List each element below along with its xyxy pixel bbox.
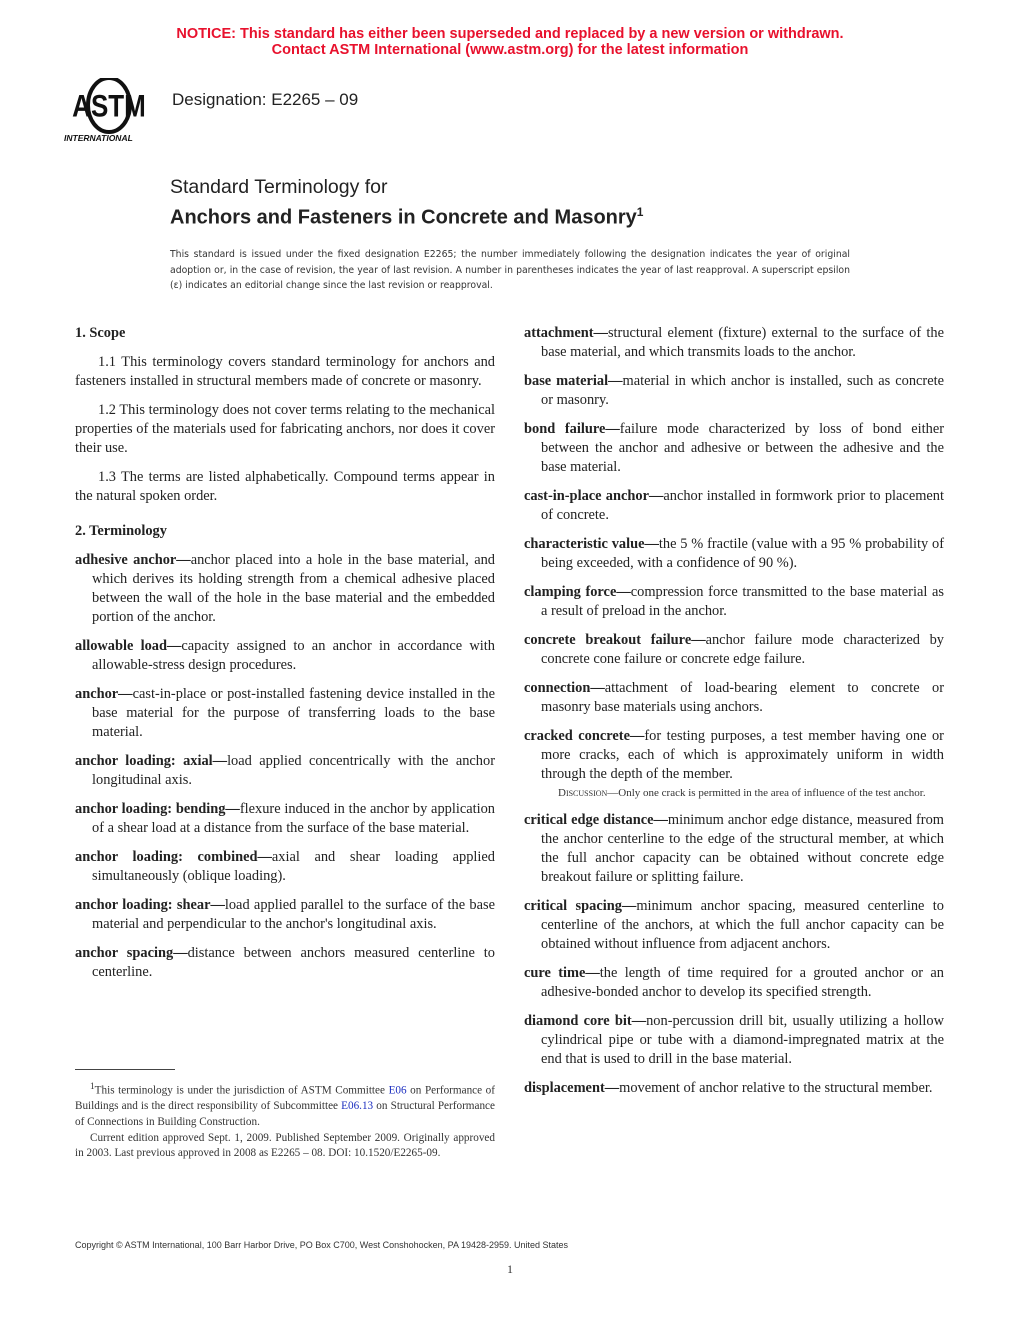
term-entry: adhesive anchor—anchor placed into a hole in the base material, and which derives its holding strength from a chemical adhesive placed between the wall of the hole in the base material and the embedded portion of the anchor. bbox=[75, 552, 495, 625]
notice-line-1: NOTICE: This standard has either been superseded and replaced by a new version or withdrawn. bbox=[176, 26, 844, 42]
term-entry: anchor loading: combined—axial and shear loading applied simultaneously (oblique loading). bbox=[75, 849, 495, 884]
term-entry: diamond core bit—non-percussion drill bit, usually utilizing a hollow cylindrical pipe or tube with a diamond-impregnated matrix at the end that is used to drill in the base material. bbox=[524, 1013, 944, 1067]
discussion-note: Discussion—Only one crack is permitted in the area of influence of the test anchor. bbox=[558, 787, 926, 799]
term-entry: cracked concrete—for testing purposes, a test member having one or more cracks, each of which is approximately uniform in width through the depth of the member. bbox=[524, 728, 944, 782]
term-entry: anchor loading: shear—load applied parallel to the surface of the base material and perpendicular to the anchor's longitudinal axis. bbox=[75, 897, 495, 932]
svg-text:ASTM: ASTM bbox=[72, 89, 146, 125]
svg-text:INTERNATIONAL: INTERNATIONAL bbox=[64, 133, 133, 143]
committee-e06-link[interactable]: E06 bbox=[388, 1084, 407, 1097]
left-column bbox=[75, 324, 495, 992]
document-title bbox=[170, 175, 643, 231]
term-entry: anchor loading: bending—flexure induced in the anchor by application of a shear load at a distance from the surface of the base material. bbox=[75, 801, 495, 836]
withdrawn-notice bbox=[0, 26, 1020, 58]
astm-logo-icon bbox=[64, 78, 164, 144]
term-entry: connection—attachment of load-bearing element to concrete or masonry base materials using anchors. bbox=[524, 680, 944, 715]
preamble: This standard is issued under the fixed designation E2265; the number immediately following the designation indicates the year of original adoption or, in the case of revision, the year of last revision. A number in parentheses indicates the year of last reapproval. A superscript epsilon (ε) indicates an editorial change since the last revision or reapproval. bbox=[170, 249, 850, 291]
section-heading-terminology: 2. Terminology bbox=[75, 523, 167, 539]
term-entry: allowable load—capacity assigned to an anchor in accordance with allowable-stress design procedures. bbox=[75, 638, 495, 673]
term-entry: critical edge distance—minimum anchor edge distance, measured from the anchor centerline to the edge of the structural member, at which the full anchor capacity can be obtained without concrete edge breakout failure or splitting failure. bbox=[524, 812, 944, 885]
page-number: 1 bbox=[507, 1262, 513, 1276]
footnote bbox=[75, 1080, 495, 1162]
term-entry: bond failure—failure mode characterized by loss of bond either between the anchor and adhesive or between the adhesive and the base material. bbox=[524, 421, 945, 475]
term-entry: anchor loading: axial—load applied concentrically with the anchor longitudinal axis. bbox=[75, 753, 495, 788]
notice-line-2: Contact ASTM International (www.astm.org) for the latest information bbox=[271, 42, 749, 58]
right-column bbox=[524, 324, 944, 1108]
term-entry: characteristic value—the 5 % fractile (value with a 95 % probability of being exceeded, with a confidence of 90 %). bbox=[524, 536, 944, 571]
footnote-paragraph-1: $^1$This terminology is under the jurisdiction of ASTM Committee E06 on Performance of Buildings and is the direct responsibility of Subcommittee E06.13 on Structural Performance of Connections in Building Construction. bbox=[75, 1082, 495, 1128]
subcommittee-e06-13-link[interactable]: E06.13 bbox=[341, 1100, 374, 1113]
title-line-1: Standard Terminology for bbox=[170, 176, 388, 198]
term-entry: base material—material in which anchor is installed, such as concrete or masonry. bbox=[524, 373, 944, 408]
term-entry: anchor spacing—distance between anchors measured centerline to centerline. bbox=[75, 945, 495, 980]
section-heading-scope: 1. Scope bbox=[75, 325, 126, 341]
footnote-divider bbox=[75, 1069, 175, 1070]
term-entry: displacement—movement of anchor relative to the structural member. bbox=[524, 1080, 933, 1096]
term-entry: anchor—cast-in-place or post-installed fastening device installed in the base material for the purpose of transferring loads to the base material. bbox=[75, 686, 495, 740]
scope-paragraph: 1.3 The terms are listed alphabetically. Compound terms appear in the natural spoken order. bbox=[75, 469, 495, 504]
term-entry: cast-in-place anchor—anchor installed in formwork prior to placement of concrete. bbox=[524, 488, 944, 523]
designation: Designation: E2265 – 09 bbox=[172, 90, 359, 109]
copyright-line: Copyright © ASTM International, 100 Barr Harbor Drive, PO Box C700, West Conshohocken, PA 19428-2959. United States bbox=[75, 1240, 569, 1250]
term-entry: attachment—structural element (fixture) external to the surface of the base material, and which transmits loads to the anchor. bbox=[524, 325, 944, 360]
title-footnote-marker[interactable]: 1 bbox=[636, 205, 644, 219]
term-entry: clamping force—compression force transmitted to the base material as a result of preload in the anchor. bbox=[524, 584, 944, 619]
term-entry: cure time—the length of time required for a grouted anchor or an adhesive-bonded anchor to develop its specified strength. bbox=[524, 965, 944, 1000]
scope-paragraph: 1.2 This terminology does not cover terms relating to the mechanical properties of the materials used for fabricating anchors, nor does it cover their use. bbox=[75, 402, 495, 456]
title-line-2: Anchors and Fasteners in Concrete and Masonry$^1$ bbox=[170, 205, 644, 229]
term-entry: concrete breakout failure—anchor failure mode characterized by concrete cone failure or concrete edge failure. bbox=[524, 632, 944, 667]
footnote-paragraph-2: Current edition approved Sept. 1, 2009. Published September 2009. Originally approved in 2003. Last previous approved in 2008 as E2265 – 08. DOI: 10.1520/E2265-09. bbox=[75, 1131, 495, 1160]
scope-paragraph: 1.1 This terminology covers standard terminology for anchors and fasteners installed in structural members made of concrete or masonry. bbox=[75, 354, 495, 389]
term-entry: critical spacing—minimum anchor spacing, measured centerline to centerline of the anchors, at which the full anchor capacity can be obtained without influence from adjacent anchors. bbox=[524, 898, 944, 952]
